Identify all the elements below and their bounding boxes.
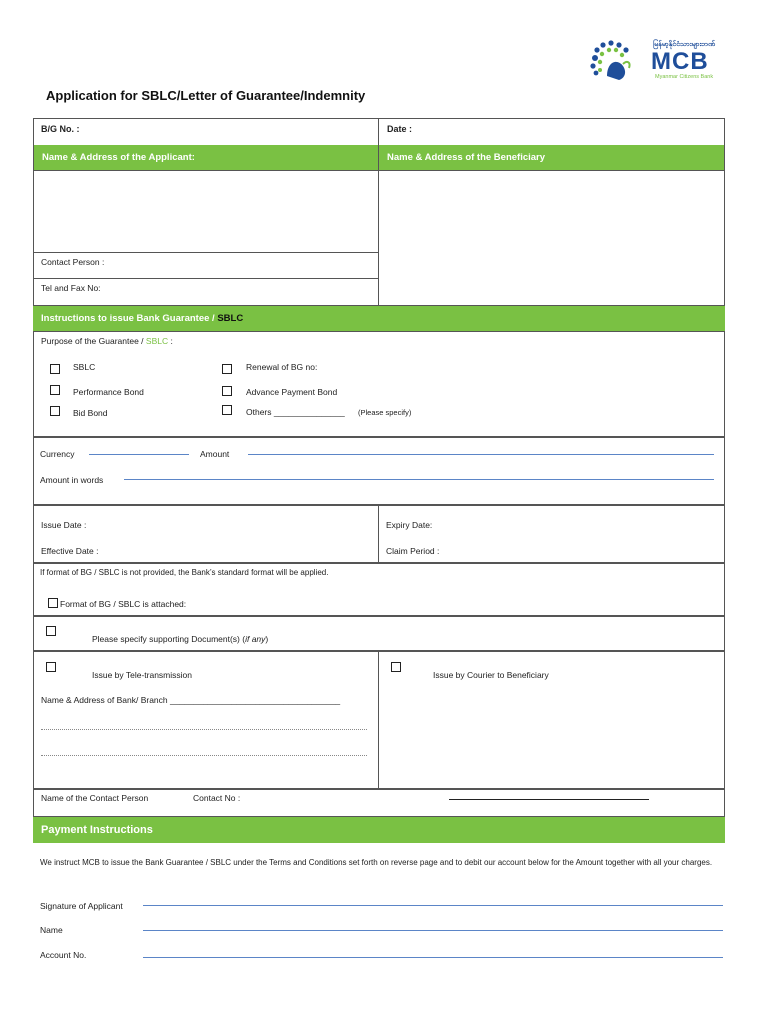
courier-label: Issue by Courier to Beneficiary bbox=[433, 670, 549, 680]
payment-header: Payment Instructions bbox=[33, 817, 725, 843]
bank-branch-line-2[interactable] bbox=[41, 729, 367, 730]
signature-input-line[interactable] bbox=[143, 905, 723, 906]
amount-input-line[interactable] bbox=[248, 454, 714, 455]
format-attached-label: Format of BG / SBLC is attached: bbox=[60, 599, 187, 609]
advance-payment-label: Advance Payment Bond bbox=[246, 387, 338, 397]
account-input-line[interactable] bbox=[143, 957, 723, 958]
bid-bond-label: Bid Bond bbox=[73, 408, 108, 418]
currency-section bbox=[33, 437, 725, 505]
mcb-logo bbox=[583, 36, 723, 86]
sblc-checkbox[interactable] bbox=[50, 364, 60, 374]
logo-script-text: မြန်မာ့နိုင်ငံသားများဘဏ် bbox=[653, 41, 716, 48]
currency-label: Currency bbox=[40, 449, 75, 459]
courier-checkbox[interactable] bbox=[391, 662, 401, 672]
expiry-date-field[interactable]: Expiry Date: bbox=[386, 520, 433, 530]
amount-words-label: Amount in words bbox=[40, 475, 104, 485]
renewal-label: Renewal of BG no: bbox=[246, 362, 318, 372]
format-note: If format of BG / SBLC is not provided, the Bank’s standard format will be applied. bbox=[40, 568, 329, 577]
contact-name-field[interactable]: Name of the Contact Person bbox=[41, 793, 149, 803]
format-attached-checkbox[interactable] bbox=[48, 598, 58, 608]
signature-label: Signature of Applicant bbox=[40, 901, 123, 911]
renewal-checkbox[interactable] bbox=[222, 364, 232, 374]
name-input-line[interactable] bbox=[143, 930, 723, 931]
bg-no-field[interactable]: B/G No. : bbox=[41, 124, 80, 134]
purpose-section bbox=[33, 331, 725, 437]
others-label[interactable]: Others _______________ bbox=[246, 407, 345, 417]
advance-payment-checkbox[interactable] bbox=[222, 386, 232, 396]
sblc-label: SBLC bbox=[73, 362, 96, 372]
logo-wordmark: MCB bbox=[651, 48, 709, 75]
effective-date-field[interactable]: Effective Date : bbox=[41, 546, 99, 556]
supporting-docs-label: Please specify supporting Document(s) (if any) bbox=[92, 634, 269, 644]
supporting-docs-checkbox[interactable] bbox=[46, 626, 56, 636]
applicant-header: Name & Address of the Applicant: bbox=[34, 145, 378, 170]
logo-tagline: Myanmar Citizens Bank bbox=[655, 74, 714, 80]
contact-person-field[interactable]: Contact Person : bbox=[41, 257, 105, 267]
beneficiary-header: Name & Address of the Beneficiary bbox=[379, 145, 724, 170]
tele-transmission-checkbox[interactable] bbox=[46, 662, 56, 672]
performance-bond-label: Performance Bond bbox=[73, 387, 144, 397]
amount-words-input-line[interactable] bbox=[124, 479, 714, 480]
tele-transmission-label: Issue by Tele-transmission bbox=[92, 670, 192, 680]
bank-branch-line-3[interactable] bbox=[41, 755, 367, 756]
contact-no-input-line[interactable] bbox=[449, 799, 649, 800]
bid-bond-checkbox[interactable] bbox=[50, 406, 60, 416]
date-field[interactable]: Date : bbox=[387, 124, 413, 134]
contact-no-field[interactable]: Contact No : bbox=[193, 793, 241, 803]
amount-label: Amount bbox=[200, 449, 230, 459]
others-checkbox[interactable] bbox=[222, 405, 232, 415]
purpose-label: Purpose of the Guarantee / SBLC : bbox=[41, 336, 173, 346]
tel-fax-field[interactable]: Tel and Fax No: bbox=[41, 283, 101, 293]
bank-branch-field[interactable]: Name & Address of Bank/ Branch ____________________________________ bbox=[41, 695, 341, 705]
issue-date-field[interactable]: Issue Date : bbox=[41, 520, 87, 530]
claim-period-field[interactable]: Claim Period : bbox=[386, 546, 440, 556]
payment-text: We instruct MCB to issue the Bank Guarantee / SBLC under the Terms and Conditions set forth on reverse page and to debit our account below for the Amount together with all your charges. bbox=[40, 858, 713, 867]
dates-section bbox=[33, 505, 725, 563]
name-label: Name bbox=[40, 925, 63, 935]
currency-input-line[interactable] bbox=[89, 454, 189, 455]
instructions-header: Instructions to issue Bank Guarantee / SBLC bbox=[33, 306, 725, 331]
form-title: Application for SBLC/Letter of Guarantee/Indemnity bbox=[46, 88, 366, 103]
account-label: Account No. bbox=[40, 950, 87, 960]
performance-bond-checkbox[interactable] bbox=[50, 385, 60, 395]
please-specify-label: (Please specify) bbox=[358, 408, 412, 417]
